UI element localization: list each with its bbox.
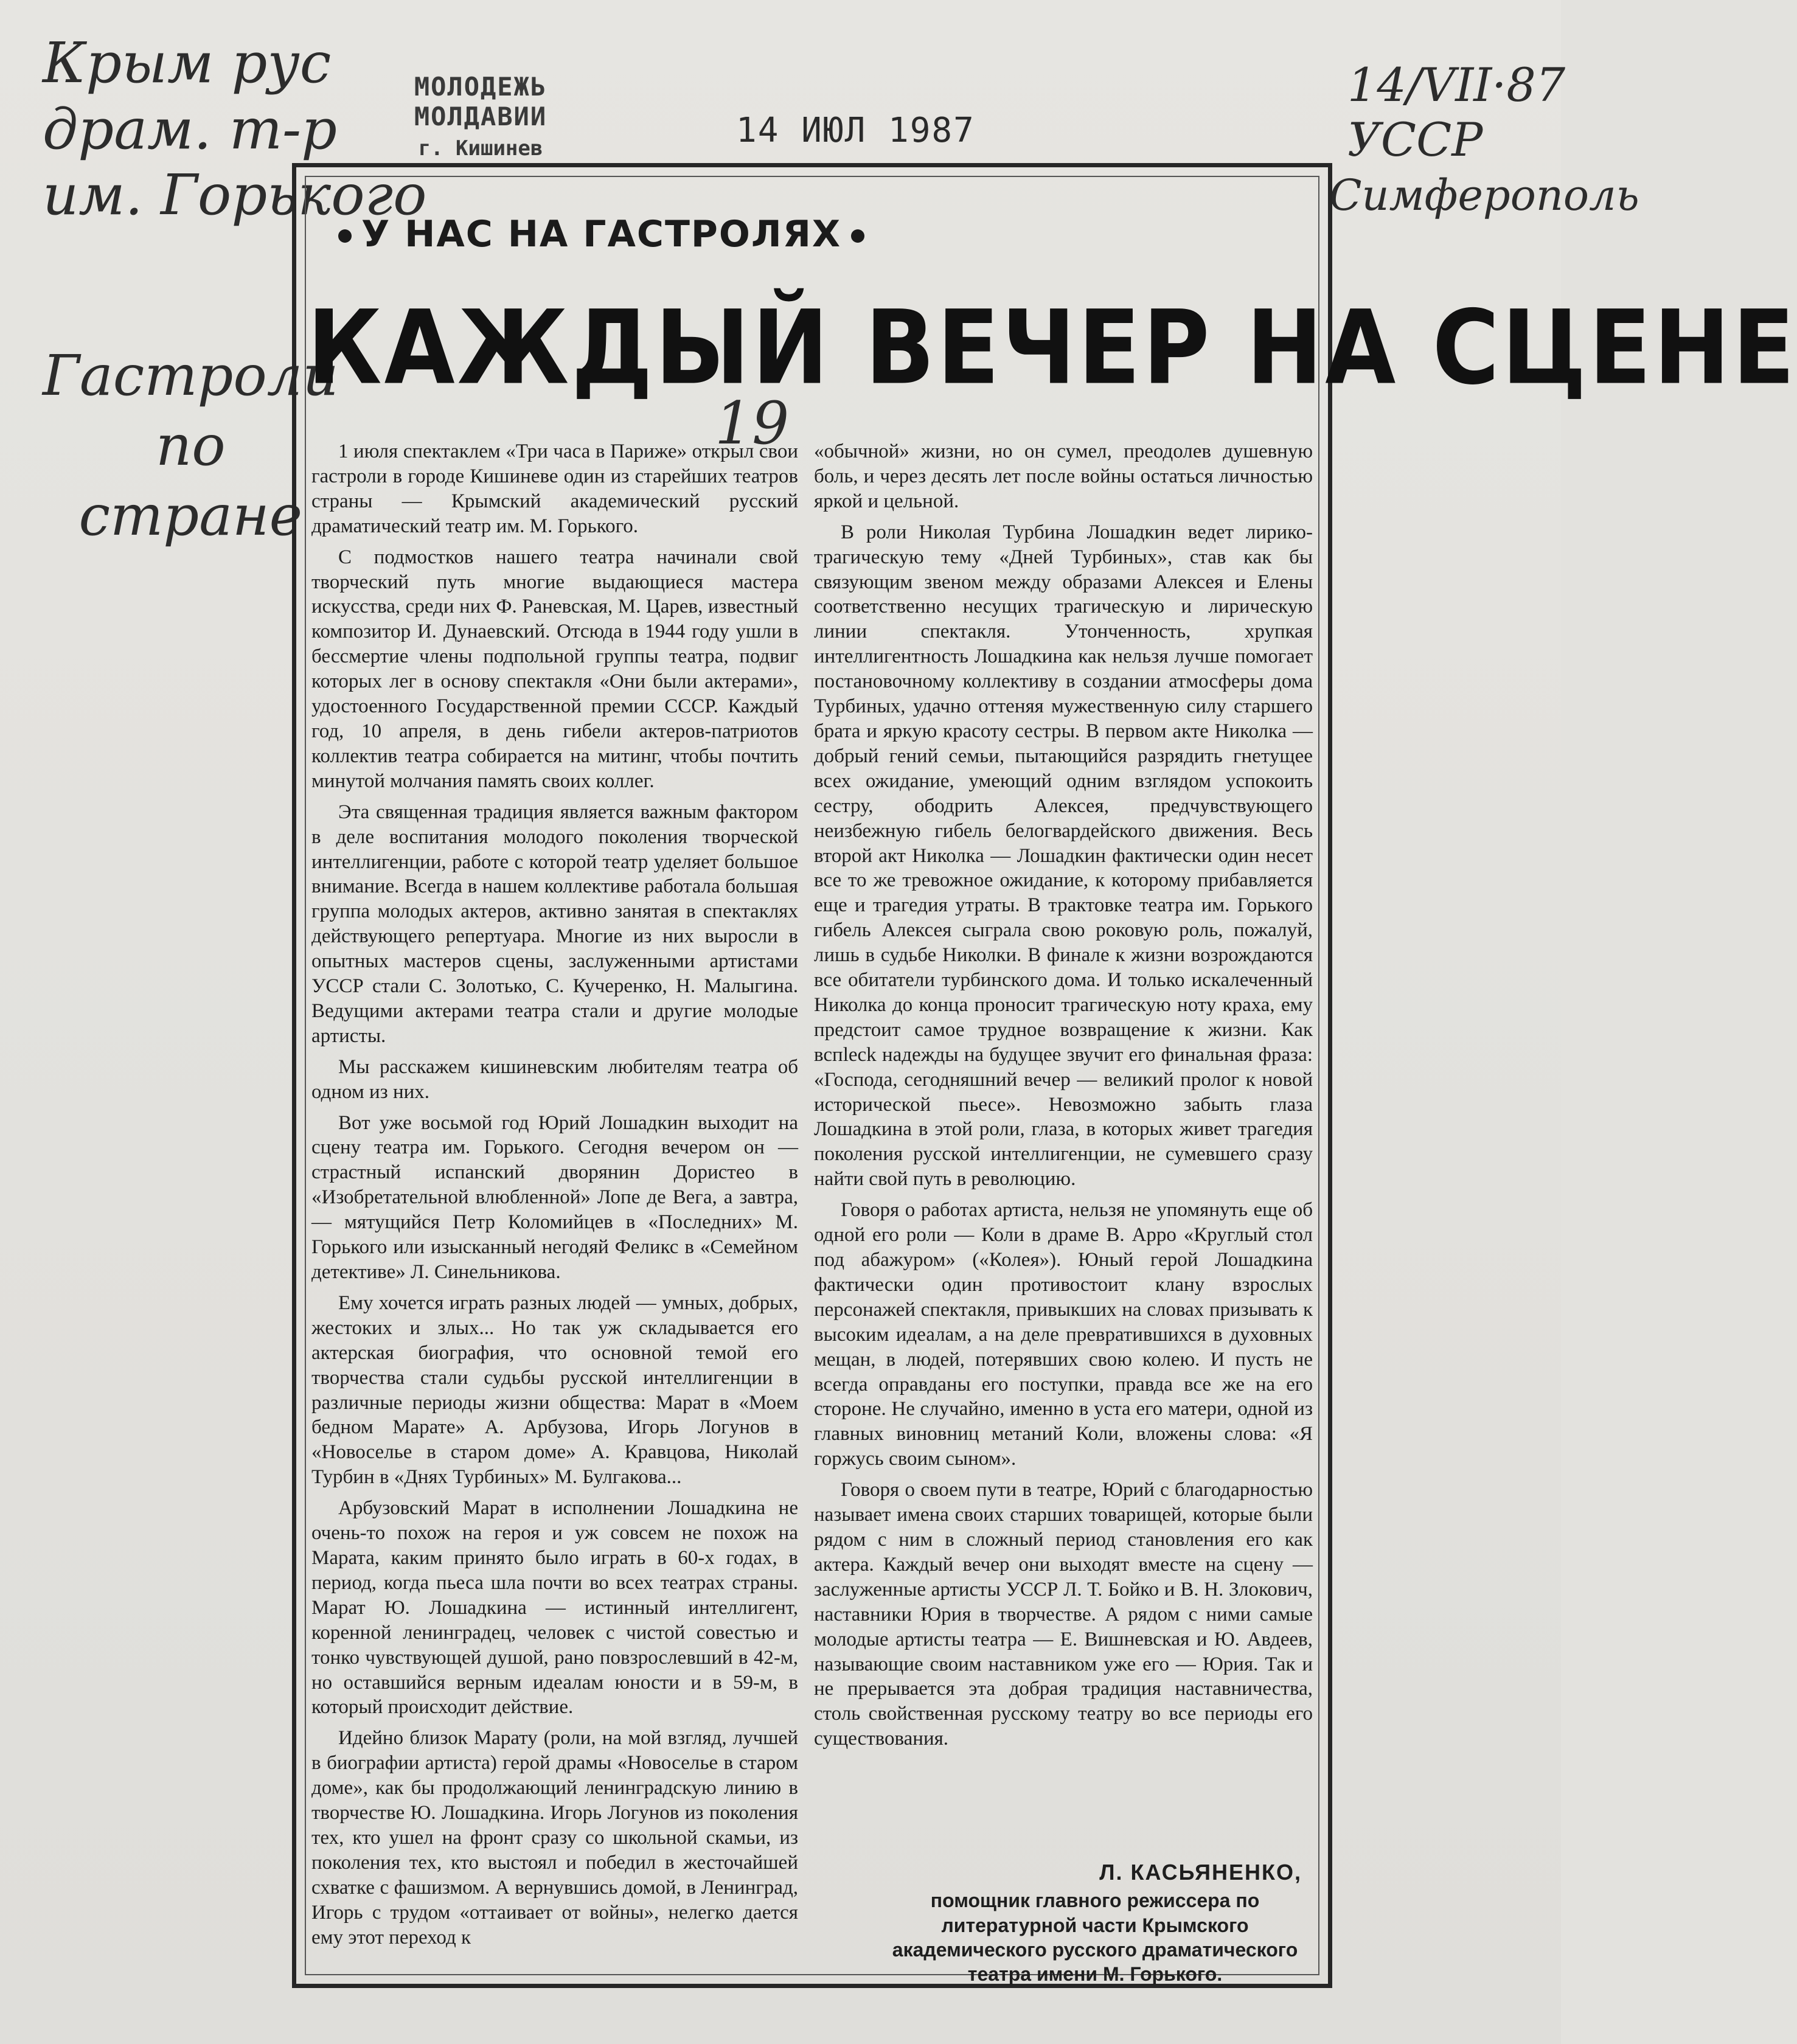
article-signature	[864, 1858, 1326, 1987]
newspaper-city: г. Кишинев	[418, 136, 543, 161]
article-paragraph: Мы расскажем кишиневским любителям театра об одном из них.	[311, 1055, 798, 1103]
handwritten-line: Крым рус	[43, 30, 332, 96]
rubric-text: У НАС НА ГАСТРОЛЯХ	[361, 213, 842, 255]
article-rubric	[328, 213, 842, 255]
article-paragraph: Арбузовский Марат в исполнении Лошадкина не очень-то похож на героя и уж совсем не похож на Марата, каким принято было играть в 60-х годах, в период, когда пьеса шла почти во всех театрах страны. Марат Ю. Лошадкина — истинный интеллигент, коренной ленинградец, человек с чистой совестью и тонко чувствующей душой, рано повзрослевший в 42-м, но оставшийся верным идеалам юности и в 59-м, в который происходит действие.	[311, 1497, 798, 1719]
bullet-dot-icon	[338, 229, 352, 243]
handwritten-line: им. Горького	[43, 162, 427, 228]
handwritten-line: драм. т-р	[43, 96, 338, 162]
article-column-left	[311, 439, 798, 1956]
handwritten-page-number: 19	[715, 389, 790, 457]
article-paragraph: 1 июля спектаклем «Три часа в Париже» открыл свои гастроли в городе Кишиневе один из старейших театров страны — Крымский академический русский драматический театр им. М. Горького.	[311, 440, 798, 537]
handwritten-line: по	[156, 413, 226, 478]
newspaper-name: МОЛОДЕЖЬ МОЛДАВИИ	[414, 72, 547, 131]
article-paragraph: Идейно близок Марату (роли, на мой взгляд, лучшей в биографии артиста) герой драмы «Новоселье в старом доме», как бы продолжающий ленинградскую линию в творчестве Ю. Лошадкина. Игорь Логунов из поколения тех, кто ушел на фронт сразу со школьной скамьи, из поколения тех, кто выстоял и победил в жесточайшей схватке с фашизмом. А вернувшись домой, в Ленинград, Игорь с трудом «оттаивает от войны», нелегко дается ему этот переход к	[311, 1727, 798, 1948]
article-paragraph: Говоря о работах артиста, нельзя не упомянуть еще об одной его роли — Коли в драме В. Арро «Круглый стол под абажуром» («Колея»). Юный герой Лошадкина фактически один противостоит клану взрослых персонажей спектакля, привыкших на словах призывать к высоким идеалам, а на деле превратившихся в духовных мещан, в людей, потерявших свою колею. И пусть не всегда оправданы его поступки, правда все же на его стороне. Не случайно, именно в уста его матери, одной из главных виновниц метаний Коли, вложены слова: «Я горжусь своим сыном».	[814, 1199, 1313, 1470]
article-paragraph: Эта священная традиция является важным фактором в деле воспитания молодого поколения творческой интеллигенции, работе с которой театр уделяет большое внимание. Всегда в нашем коллективе работала большая группа молодых актеров, активно занятая в спектаклях действующего репертуара. Многие из них выросли в опытных мастеров сцены, заслуженными артистами УССР стали С. Золотько, С. Кучеренко, Н. Малыгина. Ведущими актерами театра стали и другие молодые артисты.	[311, 801, 798, 1047]
article-paragraph: Говоря о своем пути в театре, Юрий с благодарностью называет имена своих старших товарищей, которые были рядом с ним в сложный период становления его как актера. Каждый вечер они выходят вместе на сцену — заслуженные артисты УССР Л. Т. Бойко и В. Н. Злокович, наставники Юрия в творчестве. А рядом с ними самые молодые артисты театра — Е. Вишневская и Ю. Авдеев, называющие своим наставником уже его — Юрия. Так и не прерывается эта добрая традиция наставничества, столь свойственная русскому театру во все периоды его существования.	[814, 1479, 1313, 1750]
handwritten-city: Симферополь	[1329, 170, 1639, 220]
article-headline: КАЖДЫЙ ВЕЧЕР НА СЦЕНЕ	[307, 289, 1797, 408]
handwritten-line: Гастроли	[43, 343, 339, 408]
handwritten-region: УССР	[1347, 113, 1483, 167]
article-paragraph: Вот уже восьмой год Юрий Лошадкин выходит на сцену театра им. Горького. Сегодня вечером он — страстный испанский дворянин Дористео в «Изобретательной влюбленной» Лопе де Вега, а завтра, — мятущийся Петр Коломийцев в «Последних» М. Горького или изысканный негодяй Феликс в «Семейном детективе» Л. Синельникова.	[311, 1111, 798, 1283]
article-paragraph: «обычной» жизни, но он сумел, преодолев душевную боль, и через десять лет после войны остаться личностью яркой и цельной.	[814, 440, 1313, 512]
handwritten-line: стране	[78, 483, 303, 548]
signature-author: Л. КАСЬЯНЕНКО,	[1099, 1860, 1302, 1885]
handwritten-date: 14/VII·87	[1347, 58, 1566, 112]
signature-position: помощник главного режиссера по литературной части Крымского академического русского драматического театра имени М. Горького.	[892, 1889, 1298, 1986]
article-paragraph: В роли Николая Турбина Лошадкин ведет лирико-трагическую тему «Дней Турбиных», став как бы связующим звеном между образами Алексея и Елены соответственно несущих трагическую и лирическую линии спектакля. Утонченность, хрупкая интеллигентность Лошадкина как нельзя лучше помогает постановочному коллективу в создании атмосферы дома Турбиных, удачно оттеняя мужественную силу старшего брата и яркую красоту сестры. В первом акте Николка — добрый гений семьи, пытающийся разрядить гнетущее всех ожидание, умеющий одним взглядом успокоить сестру, ободрить Алексея, предчувствующего неизбежную гибель белогвардейского движения. Весь второй акт Николка — Лошадкин фактически один несет все то же тревожное ожидание, к которому прибавляется еще и трагедия утраты. В трактовке театра им. Горького гибель Алексея сыграла свою роковую роль, пожалуй, лишь в судьбе Николки. В финале к жизни возрождаются все обитатели турбинского дома. И только искалеченный Николка до конца проносит трагическую ноту краха, ему предстоит самое трудное возвращение к жизни. Как вспleck надежды на будущее звучит его финальная фраза: «Господа, сегодняшний вечер — великий пролог к новой исторической пьесе». Невозможно забыть глаза Лошадкина в этой роли, глаза, в которых живет трагедия поколения русской интеллигенции, не сумевшего сразу найти свой путь в революцию.	[814, 521, 1313, 1191]
article-paragraph: Ему хочется играть разных людей — умных, добрых, жестоких и злых... Но так уж складывается его актерская биография, что основной темой его творчества стали судьбы русской интеллигенции в различные периоды жизни общества: Марат в «Моем бедном Марате» А. Арбузова, Игорь Логунов в «Новоселье в старом доме» А. Кравцова, Николай Турбин в «Днях Турбиных» М. Булгакова...	[311, 1291, 798, 1489]
article-paragraph: С подмостков нашего театра начинали свой творческий путь многие выдающиеся мастера искусства, среди них Ф. Раневская, М. Царев, известный композитор И. Дунаевский. Отсюда в 1944 году ушли в бессмертие члены подпольной группы театра, подвиг которых лег в основу спектакля «Они были актерами», удостоенного Государственной премии СССР. Каждый год, 10 апреля, в день гибели актеров-патриотов коллектив театра собирается на митинг, чтобы почтить минутой молчания память своих коллег.	[311, 546, 798, 792]
date-stamp: 14 ИЮЛ 1987	[736, 111, 975, 150]
article-column-right	[814, 439, 1313, 1757]
newspaper-masthead	[359, 72, 602, 161]
